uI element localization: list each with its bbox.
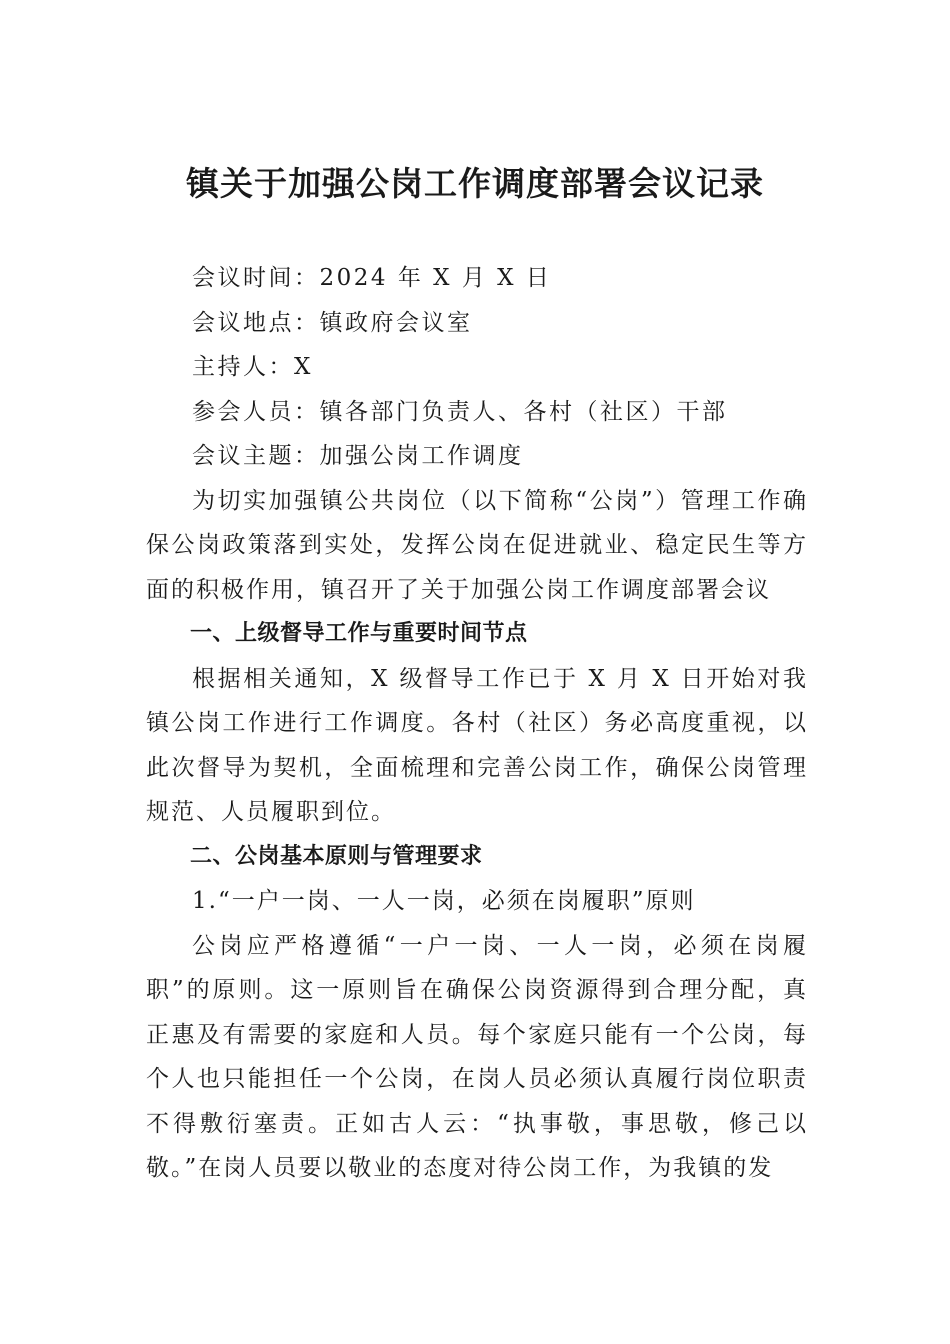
- intro-paragraph: 为切实加强镇公共岗位（以下简称“公岗”）管理工作确保公岗政策落到实处，发挥公岗在促进就业、稳定民生等方面的积极作用，镇召开了关于加强公岗工作调度部署会议: [146, 487, 808, 603]
- section-1-paragraph: 根据相关通知，X 级督导工作已于 X 月 X 日开始对我镇公岗工作进行工作调度。各村（社区）务必高度重视，以此次督导为契机，全面梳理和完善公岗工作，确保公岗管理规范、人员履职到位。: [146, 665, 808, 825]
- meeting-topic: 会议主题：加强公岗工作调度: [192, 443, 524, 469]
- section-2-paragraph-1: 公岗应严格遵循“一户一岗、一人一岗，必须在岗履职”的原则。这一原则旨在确保公岗资源得到合理分配，真正惠及有需要的家庭和人员。每个家庭只能有一个公岗，每个人也只能担任一个公岗，在岗人员必须认真履行岗位职责不得敷衍塞责。正如古人云：“执事敬，事思敬，修己以敬。”在岗人员要以敬业的态度对待公岗工作，为我镇的发: [146, 932, 808, 1181]
- meeting-time: 会议时间：2024 年 X 月 X 日: [192, 265, 552, 291]
- section-2-subheading-1: 1.“一户一岗、一人一岗，必须在岗履职”原则: [192, 888, 696, 914]
- document-title: 镇关于加强公岗工作调度部署会议记录: [186, 164, 764, 203]
- meeting-place: 会议地点：镇政府会议室: [192, 309, 473, 336]
- section-1-heading: 一、上级督导工作与重要时间节点: [190, 621, 528, 646]
- meeting-host: 主持人：X: [192, 354, 313, 380]
- section-2-heading: 二、公岗基本原则与管理要求: [190, 843, 483, 869]
- meeting-attendees: 参会人员：镇各部门负责人、各村（社区）干部: [192, 398, 728, 425]
- document-body: [146, 256, 808, 1191]
